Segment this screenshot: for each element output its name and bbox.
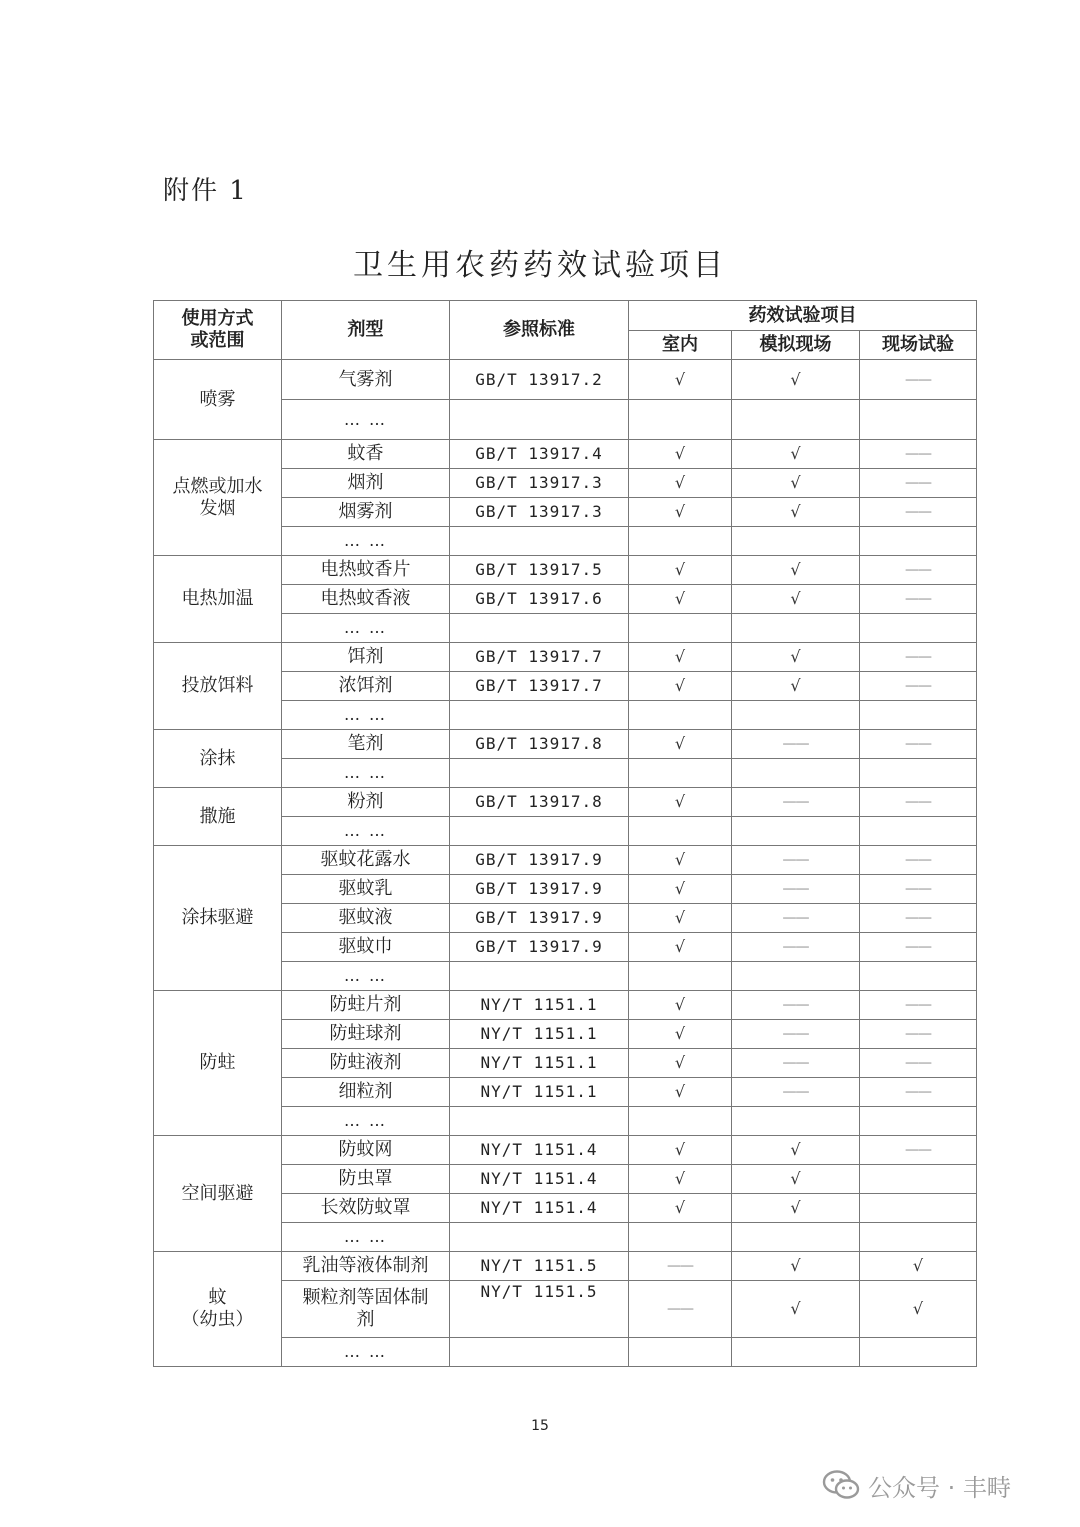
field-cell: √	[860, 1252, 977, 1281]
simulated-cell	[732, 1338, 860, 1367]
field-cell	[860, 527, 977, 556]
table-body	[154, 360, 977, 1367]
indoor-cell: √	[629, 556, 732, 585]
standard-cell	[450, 1338, 629, 1367]
field-cell: ——	[860, 1078, 977, 1107]
field-cell: ——	[860, 556, 977, 585]
simulated-cell: ——	[732, 730, 860, 759]
form-cell: … …	[282, 614, 450, 643]
indoor-cell	[629, 817, 732, 846]
standard-cell: GB/T 13917.9	[450, 846, 629, 875]
simulated-cell: ——	[732, 991, 860, 1020]
indoor-cell: ——	[629, 1252, 732, 1281]
simulated-cell: ——	[732, 933, 860, 962]
simulated-cell	[732, 817, 860, 846]
indoor-cell: √	[629, 1078, 732, 1107]
simulated-cell: ——	[732, 904, 860, 933]
form-cell: … …	[282, 527, 450, 556]
form-cell: … …	[282, 759, 450, 788]
header-field: 现场试验	[860, 331, 977, 360]
table-row	[154, 1136, 977, 1165]
standard-cell	[450, 759, 629, 788]
standard-cell: NY/T 1151.4	[450, 1194, 629, 1223]
indoor-cell: √	[629, 1049, 732, 1078]
form-cell: 驱蚊乳	[282, 875, 450, 904]
field-cell: ——	[860, 1049, 977, 1078]
field-cell	[860, 400, 977, 440]
field-cell	[860, 614, 977, 643]
indoor-cell: √	[629, 1020, 732, 1049]
usage-cell: 喷雾	[154, 360, 282, 440]
form-cell: … …	[282, 1338, 450, 1367]
field-cell: ——	[860, 469, 977, 498]
standard-cell	[450, 400, 629, 440]
field-cell	[860, 1194, 977, 1223]
indoor-cell: √	[629, 585, 732, 614]
form-cell: 长效防蚊罩	[282, 1194, 450, 1223]
header-form: 剂型	[282, 301, 450, 360]
form-cell: 电热蚊香液	[282, 585, 450, 614]
indoor-cell	[629, 701, 732, 730]
standard-cell	[450, 1107, 629, 1136]
form-cell: 电热蚊香片	[282, 556, 450, 585]
usage-cell: 空间驱避	[154, 1136, 282, 1252]
indoor-cell: √	[629, 730, 732, 759]
field-cell	[860, 1338, 977, 1367]
usage-cell: 涂抹	[154, 730, 282, 788]
field-cell: ——	[860, 730, 977, 759]
watermark-text: 公众号 · 丰畤	[868, 1473, 1011, 1502]
indoor-cell	[629, 1107, 732, 1136]
standard-cell: GB/T 13917.8	[450, 730, 629, 759]
form-cell: 乳油等液体制剂	[282, 1252, 450, 1281]
field-cell: ——	[860, 1136, 977, 1165]
standard-cell	[450, 614, 629, 643]
header-standard: 参照标准	[450, 301, 629, 360]
form-cell: 防蛀液剂	[282, 1049, 450, 1078]
standard-cell: GB/T 13917.3	[450, 498, 629, 527]
form-cell: … …	[282, 400, 450, 440]
form-cell: … …	[282, 701, 450, 730]
simulated-cell	[732, 527, 860, 556]
form-cell: 驱蚊液	[282, 904, 450, 933]
indoor-cell: √	[629, 360, 732, 400]
standard-cell: NY/T 1151.5	[450, 1281, 629, 1338]
simulated-cell: √	[732, 360, 860, 400]
standard-cell: GB/T 13917.9	[450, 904, 629, 933]
field-cell: ——	[860, 875, 977, 904]
standard-cell: NY/T 1151.1	[450, 1020, 629, 1049]
indoor-cell	[629, 527, 732, 556]
simulated-cell: √	[732, 643, 860, 672]
simulated-cell: √	[732, 1165, 860, 1194]
usage-cell: 蚊 （幼虫）	[154, 1252, 282, 1367]
usage-cell: 点燃或加水 发烟	[154, 440, 282, 556]
field-cell: ——	[860, 643, 977, 672]
indoor-cell: √	[629, 643, 732, 672]
form-cell: 气雾剂	[282, 360, 450, 400]
field-cell	[860, 759, 977, 788]
form-cell: … …	[282, 817, 450, 846]
table-row	[154, 360, 977, 400]
field-cell	[860, 817, 977, 846]
form-cell: 蚊香	[282, 440, 450, 469]
simulated-cell: ——	[732, 788, 860, 817]
field-cell: ——	[860, 498, 977, 527]
usage-cell: 投放饵料	[154, 643, 282, 730]
indoor-cell: √	[629, 1136, 732, 1165]
standard-cell: GB/T 13917.8	[450, 788, 629, 817]
form-cell: 烟剂	[282, 469, 450, 498]
indoor-cell: ——	[629, 1281, 732, 1338]
indoor-cell: √	[629, 788, 732, 817]
indoor-cell: √	[629, 991, 732, 1020]
simulated-cell: ——	[732, 1020, 860, 1049]
simulated-cell	[732, 1107, 860, 1136]
standard-cell: GB/T 13917.4	[450, 440, 629, 469]
indoor-cell	[629, 1223, 732, 1252]
simulated-cell	[732, 701, 860, 730]
usage-cell: 涂抹驱避	[154, 846, 282, 991]
field-cell	[860, 962, 977, 991]
standard-cell: NY/T 1151.1	[450, 1049, 629, 1078]
standard-cell: GB/T 13917.2	[450, 360, 629, 400]
indoor-cell	[629, 1338, 732, 1367]
standard-cell: NY/T 1151.1	[450, 1078, 629, 1107]
standard-cell: GB/T 13917.3	[450, 469, 629, 498]
simulated-cell: √	[732, 672, 860, 701]
table-row	[154, 991, 977, 1020]
simulated-cell: √	[732, 1194, 860, 1223]
form-cell: 驱蚊花露水	[282, 846, 450, 875]
simulated-cell	[732, 759, 860, 788]
simulated-cell: ——	[732, 875, 860, 904]
form-cell: 颗粒剂等固体制 剂	[282, 1281, 450, 1338]
indoor-cell: √	[629, 933, 732, 962]
indoor-cell: √	[629, 440, 732, 469]
indoor-cell	[629, 614, 732, 643]
field-cell: ——	[860, 991, 977, 1020]
header-indoor: 室内	[629, 331, 732, 360]
field-cell: ——	[860, 933, 977, 962]
indoor-cell: √	[629, 875, 732, 904]
field-cell	[860, 1223, 977, 1252]
standard-cell: NY/T 1151.4	[450, 1165, 629, 1194]
simulated-cell	[732, 400, 860, 440]
standard-cell	[450, 1223, 629, 1252]
table-row	[154, 643, 977, 672]
form-cell: … …	[282, 1223, 450, 1252]
simulated-cell	[732, 1223, 860, 1252]
table-row	[154, 846, 977, 875]
indoor-cell: √	[629, 1165, 732, 1194]
standard-cell: GB/T 13917.9	[450, 875, 629, 904]
indoor-cell	[629, 759, 732, 788]
standard-cell: NY/T 1151.1	[450, 991, 629, 1020]
page-number: 15	[531, 1418, 549, 1434]
standard-cell: NY/T 1151.4	[450, 1136, 629, 1165]
indoor-cell	[629, 400, 732, 440]
simulated-cell: √	[732, 585, 860, 614]
indoor-cell: √	[629, 1194, 732, 1223]
standard-cell: GB/T 13917.7	[450, 643, 629, 672]
document-title: 卫生用农药药效试验项目	[353, 248, 727, 283]
simulated-cell: √	[732, 556, 860, 585]
simulated-cell	[732, 614, 860, 643]
indoor-cell: √	[629, 672, 732, 701]
field-cell: ——	[860, 585, 977, 614]
table-row	[154, 1252, 977, 1281]
standard-cell: GB/T 13917.6	[450, 585, 629, 614]
form-cell: … …	[282, 962, 450, 991]
wechat-icon	[822, 1469, 860, 1501]
table-row	[154, 556, 977, 585]
usage-cell: 防蛀	[154, 991, 282, 1136]
field-cell: ——	[860, 904, 977, 933]
standard-cell	[450, 701, 629, 730]
field-cell: ——	[860, 672, 977, 701]
form-cell: 防蚊网	[282, 1136, 450, 1165]
simulated-cell: ——	[732, 846, 860, 875]
standard-cell	[450, 962, 629, 991]
header-usage: 使用方式 或范围	[154, 301, 282, 360]
simulated-cell: √	[732, 1252, 860, 1281]
simulated-cell: √	[732, 1136, 860, 1165]
form-cell: 饵剂	[282, 643, 450, 672]
field-cell: √	[860, 1281, 977, 1338]
indoor-cell	[629, 962, 732, 991]
simulated-cell: √	[732, 1281, 860, 1338]
simulated-cell: √	[732, 440, 860, 469]
form-cell: … …	[282, 1107, 450, 1136]
simulated-cell	[732, 962, 860, 991]
field-cell: ——	[860, 360, 977, 400]
usage-cell: 撒施	[154, 788, 282, 846]
attachment-label: 附件 1	[163, 176, 248, 206]
standard-cell: GB/T 13917.7	[450, 672, 629, 701]
form-cell: 浓饵剂	[282, 672, 450, 701]
form-cell: 防蛀球剂	[282, 1020, 450, 1049]
standard-cell: GB/T 13917.5	[450, 556, 629, 585]
form-cell: 烟雾剂	[282, 498, 450, 527]
standard-cell	[450, 817, 629, 846]
form-cell: 笔剂	[282, 730, 450, 759]
field-cell: ——	[860, 440, 977, 469]
header-trial-group: 药效试验项目	[629, 301, 977, 331]
field-cell: ——	[860, 846, 977, 875]
trial-items-table	[153, 300, 977, 1367]
simulated-cell: ——	[732, 1078, 860, 1107]
simulated-cell: ——	[732, 1049, 860, 1078]
header-simulated: 模拟现场	[732, 331, 860, 360]
table-row	[154, 440, 977, 469]
indoor-cell: √	[629, 846, 732, 875]
standard-cell: GB/T 13917.9	[450, 933, 629, 962]
form-cell: 防蛀片剂	[282, 991, 450, 1020]
indoor-cell: √	[629, 904, 732, 933]
standard-cell: NY/T 1151.5	[450, 1252, 629, 1281]
field-cell	[860, 1107, 977, 1136]
table-row	[154, 730, 977, 759]
indoor-cell: √	[629, 498, 732, 527]
standard-cell	[450, 527, 629, 556]
field-cell	[860, 701, 977, 730]
watermark	[822, 1465, 1011, 1505]
table-row	[154, 788, 977, 817]
form-cell: 细粒剂	[282, 1078, 450, 1107]
form-cell: 驱蚊巾	[282, 933, 450, 962]
simulated-cell: √	[732, 469, 860, 498]
field-cell: ——	[860, 788, 977, 817]
simulated-cell: √	[732, 498, 860, 527]
form-cell: 粉剂	[282, 788, 450, 817]
indoor-cell: √	[629, 469, 732, 498]
usage-cell: 电热加温	[154, 556, 282, 643]
form-cell: 防虫罩	[282, 1165, 450, 1194]
field-cell: ——	[860, 1020, 977, 1049]
field-cell	[860, 1165, 977, 1194]
